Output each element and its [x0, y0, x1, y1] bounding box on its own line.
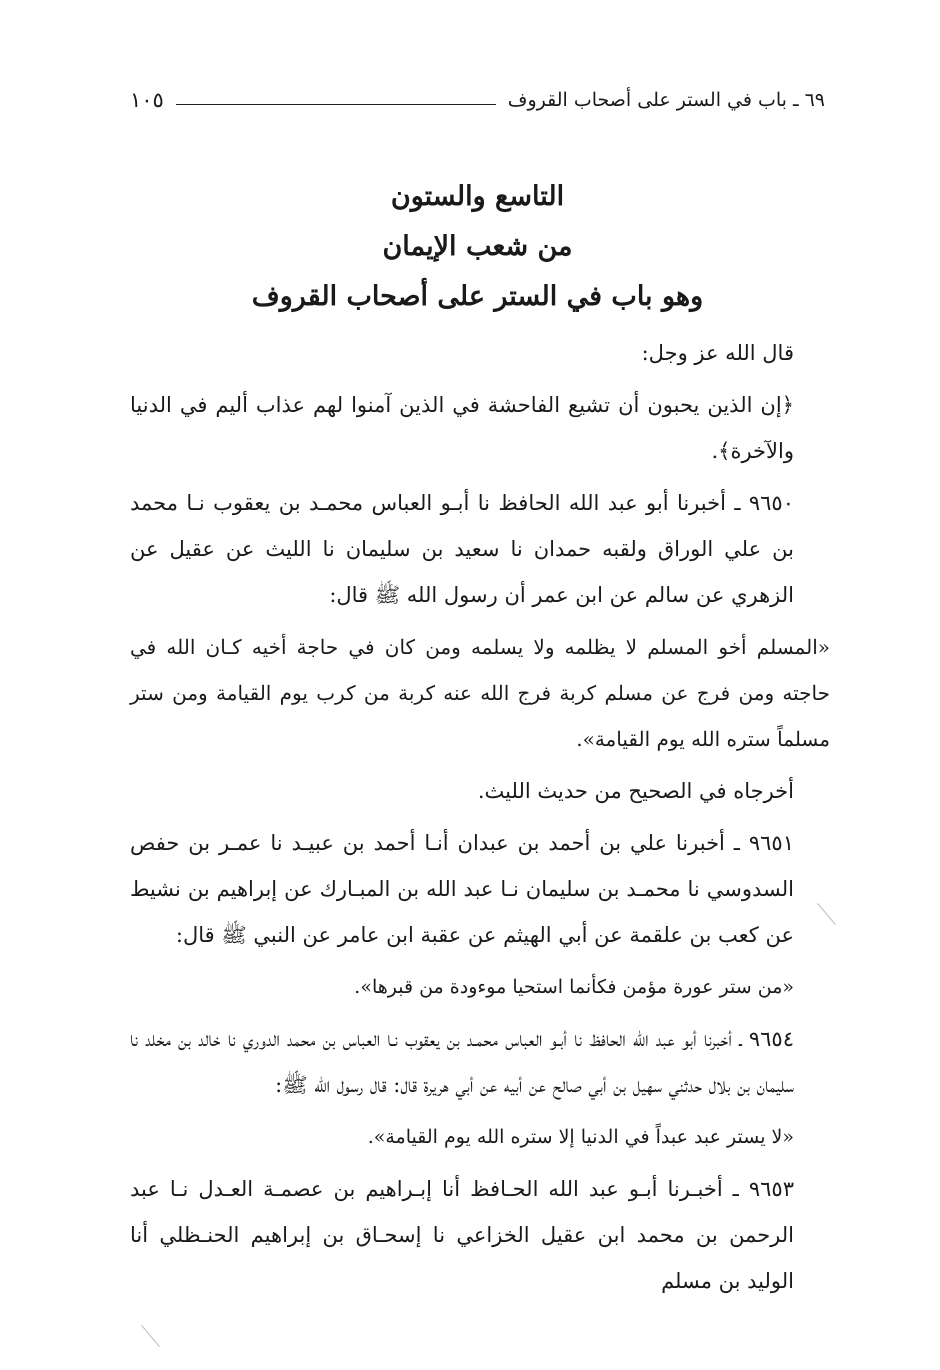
running-title: ٦٩ ـ باب في الستر على أصحاب القروف [507, 89, 825, 111]
hadith-9650-text: «المسلم أخو المسلم لا يظلمه ولا يسلمه ومن كان في حاجة أخيه كـان الله في حاجته ومن فرج عن مسلم كربة فرج الله عنه كربة من كرب يوم القيامة ومن ستر مسلماً ستره الله يوم القيامة». [130, 635, 830, 751]
hadith-9652-text: «لا يستر عبد عبداً في الدنيا إلا ستره الله يوم القيامة». [367, 1126, 794, 1148]
running-header [130, 84, 825, 116]
header-rule [176, 104, 496, 105]
body-text [130, 330, 830, 1304]
intro-line: قال الله عز وجل: [641, 341, 794, 365]
hadith-9650-chain: ٩٦٥٠ ـ أخبرنا أبو عبد الله الحافظ نا أبـو العباس محمـد بن يعقوب نـا محمد بن علي الوراق ولقبه حمدان نا سعيد بن سليمان نا الليث عن عقيل عن الزهري عن سالم عن ابن عمر أن رسول الله ﷺ قال: [130, 491, 794, 607]
scan-mark [141, 1325, 160, 1347]
hadith-9651-text: «من ستر عورة مؤمن فكأنما استحيا موءودة من قبرها». [354, 976, 794, 998]
page-number: ١٠٥ [130, 88, 164, 112]
hadith-9652-chain: ٩٦٥٤ ـ أخبرنا أبو عبد الله الحافظ نا أبـو العباس محمـد بن يعقوب نـا العباس بن محمد الدوري نا خالد بن مخلد نا سليمان بن بلال حدثني سهيل بن أبي صالح عن أبيه عن أبي هريرة قال: قال رسول الله ﷺ: [130, 1027, 794, 1097]
quran-verse: ﴿إن الذين يحبون أن تشيع الفاحشة في الذين آمنوا لهم عذاب أليم في الدنيا والآخرة﴾. [130, 393, 794, 463]
chapter-heading [130, 172, 825, 322]
heading-line-1: التاسع والستون [390, 181, 565, 212]
heading-line-3: وهو باب في الستر على أصحاب القروف [251, 281, 704, 312]
hadith-9650-note: أخرجاه في الصحيح من حديث الليث. [477, 779, 794, 803]
hadith-9651-chain: ٩٦٥١ ـ أخبرنا علي بن أحمد بن عبدان أنـا أحمد بن عبيـد نا عمـر بن حفص السدوسي نا محمـد بن سليمان نـا عبد الله بن المبـارك عن إبراهيم بن نشيط عن كعب بن علقمة عن أبي الهيثم عن عقبة ابن عامر عن النبي ﷺ قال: [130, 831, 794, 947]
hadith-9653-chain: ٩٦٥٣ ـ أخبـرنا أبـو عبد الله الحـافظ أنا إبـراهيم بن عصمـة العـدل نـا عبد الرحمن بن محمد ابن عقيل الخزاعي نا إسحـاق بن إبراهيم الحنـظلي أنا الوليد بن مسلم [130, 1177, 794, 1293]
heading-line-2: من شعب الإيمان [382, 231, 573, 262]
